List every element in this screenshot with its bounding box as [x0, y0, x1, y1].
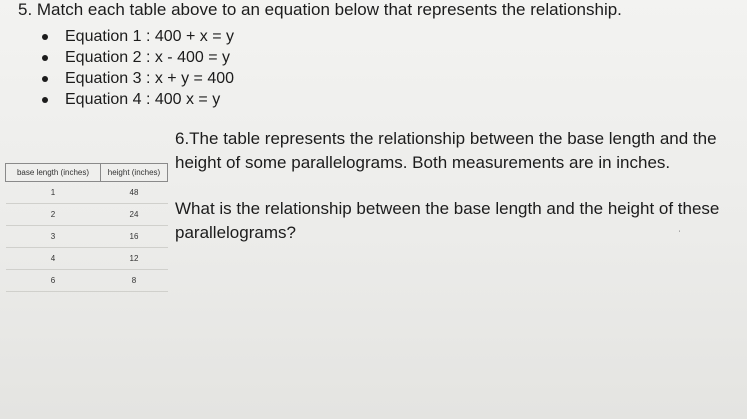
equation-1: Equation 1 : 400 + x = y [42, 26, 234, 47]
question-6-ask-line-1: What is the relationship between the base length and the height of these [175, 199, 720, 218]
stray-pencil-mark: ˌ [678, 222, 682, 233]
header-base-length: base length (inches) [6, 164, 101, 182]
cell-base: 1 [6, 182, 101, 204]
table-row [6, 226, 168, 248]
cell-base: 6 [6, 270, 101, 292]
cell-height: 24 [101, 204, 168, 226]
cell-base: 3 [6, 226, 101, 248]
equation-2: Equation 2 : x - 400 = y [42, 47, 234, 68]
question-5-prompt: 5. Match each table above to an equation below that represents the relationship. [18, 0, 622, 19]
table-header-row [6, 164, 168, 182]
question-6-line-2: height of some parallelograms. Both measurements are in inches. [175, 153, 671, 172]
header-height: height (inches) [101, 164, 168, 182]
cell-height: 16 [101, 226, 168, 248]
table-row [6, 270, 168, 292]
equation-3: Equation 3 : x + y = 400 [42, 68, 234, 89]
cell-height: 8 [101, 270, 168, 292]
question-6-line-1: 6.The table represents the relationship between the base length and the [175, 129, 717, 148]
question-6-intro [175, 127, 717, 175]
cell-base: 4 [6, 248, 101, 270]
table-row [6, 248, 168, 270]
table-row [6, 182, 168, 204]
equation-4: Equation 4 : 400 x = y [42, 89, 234, 110]
question-6-question [175, 197, 719, 245]
question-6-ask-line-2: parallelograms? [175, 223, 296, 242]
cell-height: 48 [101, 182, 168, 204]
table-row [6, 204, 168, 226]
parallelogram-table [5, 163, 168, 292]
cell-base: 2 [6, 204, 101, 226]
cell-height: 12 [101, 248, 168, 270]
equation-list [42, 26, 234, 110]
